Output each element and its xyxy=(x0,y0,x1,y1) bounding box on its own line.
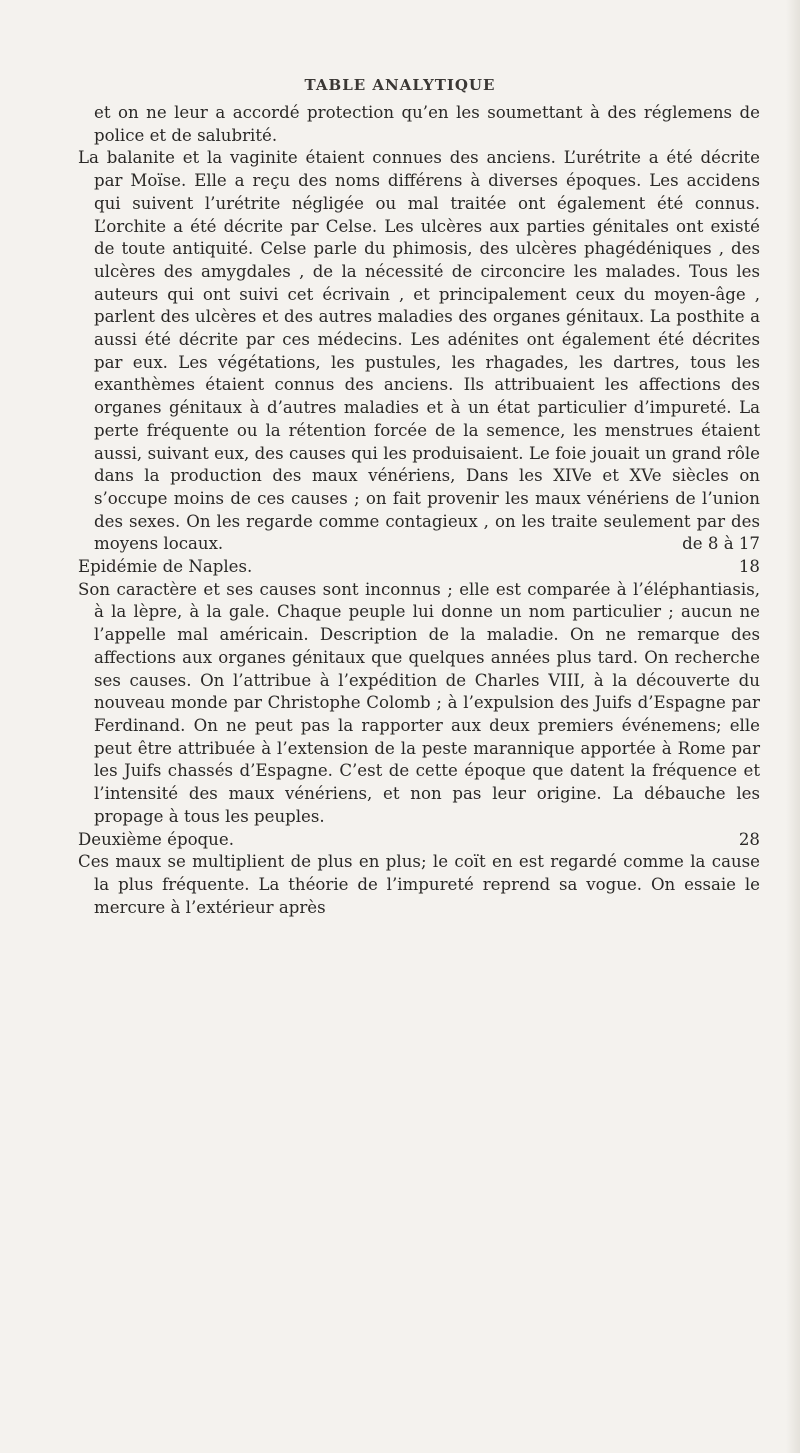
entry-title: Epidémie de Naples. xyxy=(78,557,253,577)
paragraph-deuxieme-epoque: Ces maux se multiplient de plus en plus; le coït en est regardé comme la cause la plus fréquente. La théorie de l’impureté reprend sa vogue. On essaie le mercure à l’extérieur après xyxy=(78,852,760,917)
entry-epidemie-naples xyxy=(78,556,760,579)
page-reference: 28 xyxy=(738,829,760,849)
page-body xyxy=(78,102,760,919)
paragraph-history-ancient xyxy=(78,147,760,556)
page-reference: 18 xyxy=(738,557,760,577)
page-reference: de 8 à 17 xyxy=(682,534,760,554)
running-header: TABLE ANALYTIQUE xyxy=(304,76,496,94)
paragraph-epidemie-description: Son caractère et ses causes sont inconnus ; elle est comparée à l’éléphantiasis, à la lèpre, à la gale. Chaque peuple lui donne un nom particulier ; aucun ne l’appelle mal américain. Description de la maladie. On ne remarque des affections aux organes génitaux que quelques années plus tard. On recherche ses causes. On l’attribue à l’expédition de Charles VIII, à la découverte du nouveau monde par Christophe Colomb ; à l’expulsion des Juifs d’Espagne par Ferdinand. On ne peut pas la rapporter aux deux premiers événemens; elle peut être attribuée à l’extension de la peste marannique apportée à Rome par les Juifs chassés d’Espagne. C’est de cette époque que datent la fréquence et l’intensité des maux vénériens, et non pas leur origine. La débauche les propage à tous les peuples. xyxy=(78,579,760,826)
paragraph-text: La balanite et la vaginite étaient connues des anciens. L’urétrite a été décrite par Moïse. Elle a reçu des noms différens à diverses époques. Les accidens qui suivent l’urétrite négligée ou mal traitée ont également été connus. L’orchite a été décrite par Celse. Les ulcères aux parties génitales ont existé de toute antiquité. Celse parle du phimosis, des ulcères phagédéniques , des ulcères des amygdales , de la nécessité de circoncire les malades. Tous les auteurs qui ont suivi cet écrivain , et principalement ceux du moyen-âge , parlent des ulcères et des autres maladies des organes génitaux. La posthite a aussi été décrite par ces médecins. Les adénites ont également été décrites par eux. Les végétations, les pustules, les rhagades, les dartres, tous les exanthèmes étaient connus des anciens. Ils attribuaient les affections des organes génitaux à d’autres maladies et à un état particulier d’impureté. La perte fréquente ou la rétention forcée de la semence, les menstrues étaient aussi, suivant eux, des causes qui les produisaient. Le foie jouait un grand rôle dans la production des maux vénériens, Dans les XIVe et XVe siècles on s’occupe moins de ces causes ; on fait provenir les maux vénériens de l’union des sexes. On les regarde comme contagieux , on les traite seulement par des moyens locaux. xyxy=(78,148,760,554)
entry-title: Deuxième époque. xyxy=(78,829,234,849)
page-edge-shadow xyxy=(786,0,800,1453)
paragraph-continuation: et on ne leur a accordé protection qu’en les soumettant à des réglemens de police et de salubrité. xyxy=(94,103,760,145)
entry-deuxieme-epoque xyxy=(78,829,760,852)
